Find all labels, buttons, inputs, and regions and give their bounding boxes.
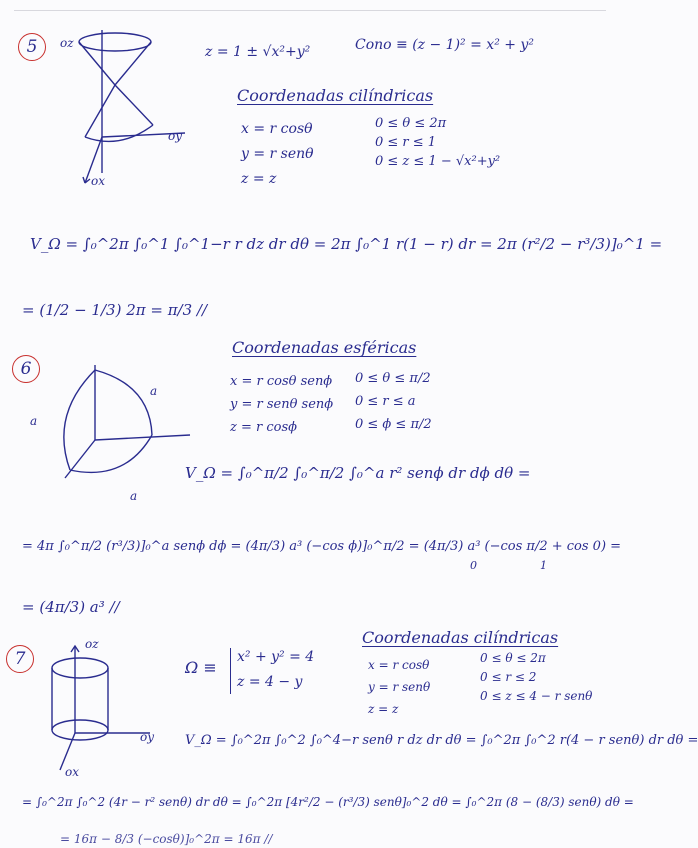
limit-6-r: 0 ≤ r ≤ a: [355, 394, 416, 409]
axis-label-x: ox: [91, 174, 105, 188]
limit-5-r: 0 ≤ r ≤ 1: [375, 135, 437, 150]
problem-number-7: 7: [6, 645, 34, 673]
radius-label-a-2: a: [30, 414, 38, 428]
surface-eq-5: z = 1 ± √x²+y²: [205, 44, 311, 60]
axis-label-z: oz: [60, 36, 74, 50]
axis-label-z: oz: [85, 637, 99, 651]
axis-label-x: ox: [65, 765, 79, 779]
limit-7-theta: 0 ≤ θ ≤ 2π: [480, 651, 546, 665]
problem-number-5: 5: [18, 33, 46, 61]
transform-5-z: z = z: [241, 171, 277, 187]
transform-5-x: x = r cosθ: [241, 121, 313, 137]
region-brace-7: [230, 648, 231, 694]
radius-label-a-3: a: [130, 489, 138, 503]
problem-number-6: 6: [12, 355, 40, 383]
volume-line-5: V_Ω = ∫₀^2π ∫₀^1 ∫₀^1−r r dz dr dθ = 2π ∫₀^1 r(1 − r) dr = 2π (r²/2 − r³/3)]₀^1 =: [30, 235, 663, 253]
transform-7-y: y = r senθ: [368, 680, 431, 694]
transform-5-y: y = r senθ: [241, 146, 314, 162]
cone-top-rim: [79, 33, 151, 51]
limit-5-theta: 0 ≤ θ ≤ 2π: [375, 116, 447, 131]
volume-line-7: V_Ω = ∫₀^2π ∫₀^2 ∫₀^4−r senθ r dz dr dθ = ∫₀^2π ∫₀^2 r(4 − r senθ) dr dθ =: [185, 733, 698, 748]
coords-title-6: Coordenadas esféricas: [232, 338, 417, 357]
transform-6-y: y = r senθ senϕ: [230, 397, 334, 412]
page-top-rule: [14, 10, 606, 11]
cone-eq-5: Cono ≡ (z − 1)² = x² + y²: [355, 37, 534, 53]
result-line-5: = (1/2 − 1/3) 2π = π/3 //: [22, 301, 208, 319]
cylinder-top-cut: [52, 658, 108, 678]
octant-arc-zy: [95, 370, 152, 435]
region-line-7-b: z = 4 − y: [237, 674, 303, 690]
transform-7-z: z = z: [368, 702, 399, 716]
octant-arc-xy: [70, 435, 152, 472]
under-zero-6: 0: [470, 559, 477, 572]
radius-label-a-1: a: [150, 384, 158, 398]
lower-cone-base: [85, 125, 153, 141]
octant-arc-zx: [64, 370, 95, 470]
transform-7-x: x = r cosθ: [368, 658, 430, 672]
limit-7-r: 0 ≤ r ≤ 2: [480, 670, 537, 684]
region-line-7-a: x² + y² = 4: [237, 649, 315, 665]
y-axis: [95, 435, 190, 440]
cylinder-base: [52, 720, 108, 740]
coords-title-5: Coordenadas cilíndricas: [237, 86, 434, 105]
lower-cone: [85, 85, 153, 137]
cylinder-sketch: [35, 638, 170, 788]
limit-6-theta: 0 ≤ θ ≤ π/2: [355, 371, 431, 386]
volume-line-6: V_Ω = ∫₀^π/2 ∫₀^π/2 ∫₀^a r² senϕ dr dϕ dθ =: [185, 464, 531, 482]
step-line-7: = ∫₀^2π ∫₀^2 (4r − r² senθ) dr dθ = ∫₀^2π [4r²/2 − (r³/3) senθ]₀^2 dθ = ∫₀^2π (8 − (8/3) senθ) dθ =: [22, 795, 634, 809]
result-line-6: = (4π/3) a³ //: [22, 598, 120, 616]
transform-6-x: x = r cosθ senϕ: [230, 374, 333, 389]
region-prefix-7: Ω ≡: [185, 658, 217, 677]
under-one-6: 1: [540, 559, 547, 572]
transform-6-z: z = r cosϕ: [230, 420, 297, 435]
limit-7-z: 0 ≤ z ≤ 4 − r senθ: [480, 689, 593, 703]
cylinder-sides: [52, 668, 108, 730]
coords-title-7: Coordenadas cilíndricas: [362, 628, 559, 647]
limit-5-z: 0 ≤ z ≤ 1 − √x²+y²: [375, 154, 501, 169]
cut-line-7: = 16π − 8/3 (−cosθ)]₀^2π = 16π //: [60, 832, 273, 846]
step-line-6: = 4π ∫₀^π/2 (r³/3)]₀^a senϕ dϕ = (4π/3) a³ (−cos ϕ)]₀^π/2 = (4π/3) a³ (−cos π/2 + cos 0) =: [22, 539, 622, 554]
axis-label-y: oy: [168, 129, 183, 143]
axis-label-y: oy: [140, 730, 155, 744]
octant-sphere-sketch: [25, 360, 215, 510]
cone-sketch: [60, 25, 220, 200]
limit-6-phi: 0 ≤ ϕ ≤ π/2: [355, 417, 432, 432]
